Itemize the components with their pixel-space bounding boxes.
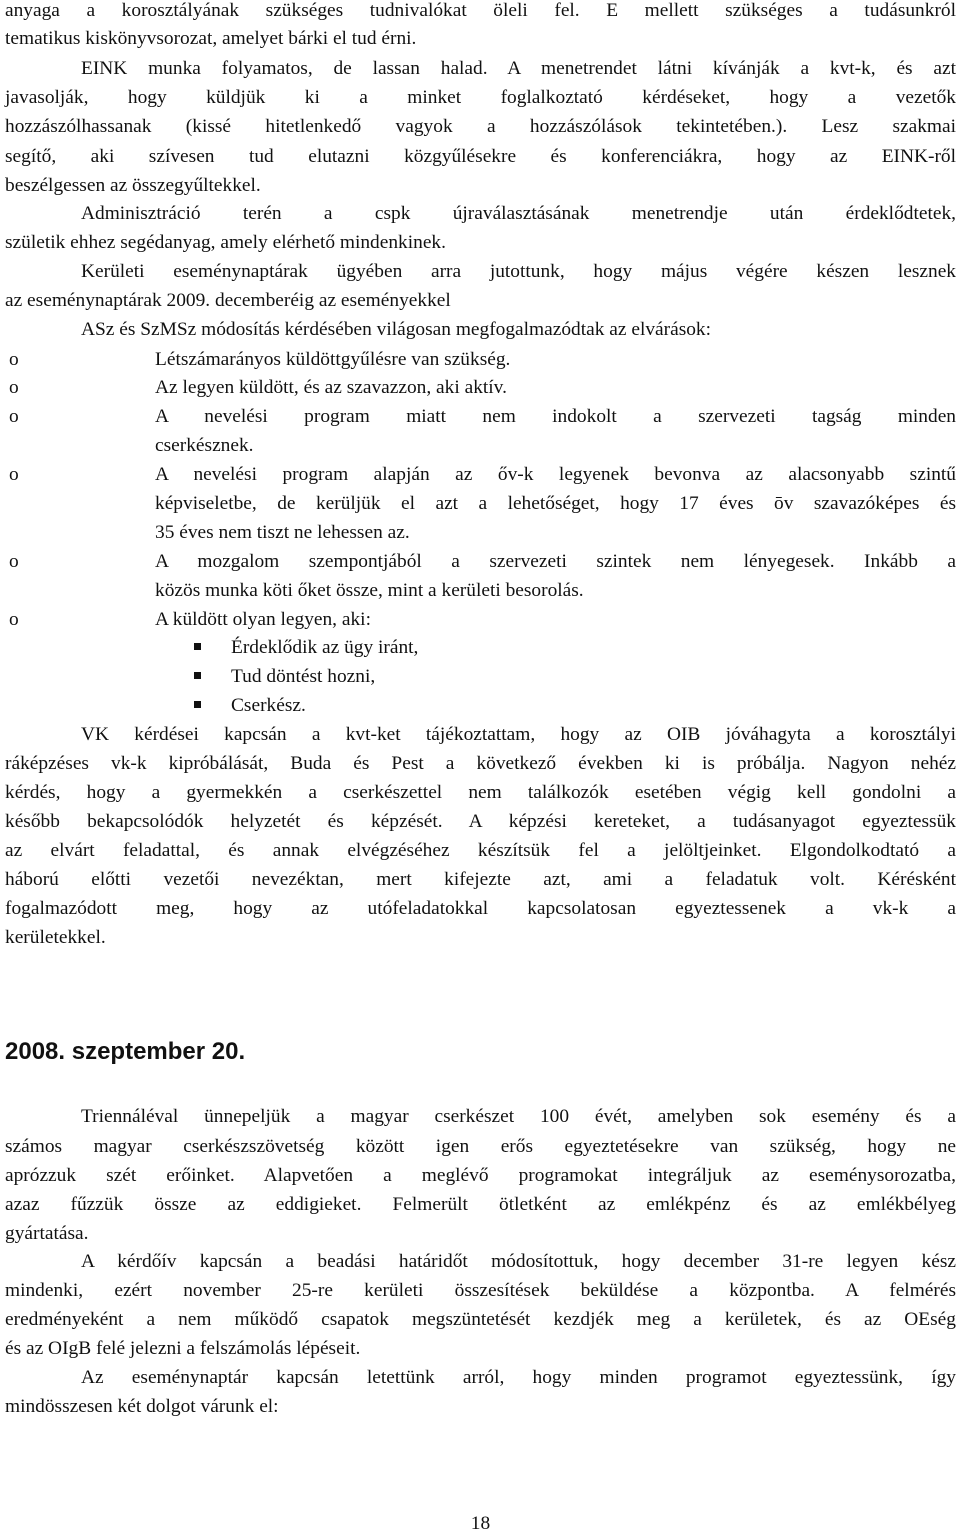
paragraph-line: Kerületi eseménynaptárak ügyében arra jutottunk, hogy május végére készen lesznek	[81, 261, 956, 282]
paragraph-line: segítő, aki szívesen tud elutazni közgyűlésekre és konferenciákra, hogy az EINK-ről	[5, 146, 956, 167]
list-marker: o	[9, 406, 19, 427]
paragraph-line: javasolják, hogy küldjük ki a minket foglalkoztató kérdéseket, hogy a vezetők	[5, 87, 956, 108]
list-item: A nevelési program miatt nem indokolt a szervezeti tagság minden	[155, 406, 956, 427]
section-heading: 2008. szeptember 20.	[5, 1038, 246, 1065]
list-item: A küldött olyan legyen, aki:	[155, 609, 371, 630]
paragraph-line: háború előtti vezetői nevezéktan, mert kifejezte azt, ami a feladatuk volt. Kérésként	[5, 869, 956, 890]
sub-list-item: Tud döntést hozni,	[231, 666, 376, 687]
square-bullet-icon	[194, 643, 201, 650]
paragraph-line: tematikus kiskönyvsorozat, amelyet bárki el tud érni.	[5, 28, 417, 49]
paragraph-line: hozzászólhassanak (kissé hitetlenkedő vagyok a hozzászólások tekintetében.). Lesz szakmai	[5, 116, 956, 137]
list-item: közös munka köti őket össze, mint a kerületi besorolás.	[155, 580, 584, 601]
list-marker: o	[9, 551, 19, 572]
list-item: cserkésznek.	[155, 435, 254, 456]
list-marker: o	[9, 377, 19, 398]
list-item: A nevelési program alapján az őv-k legyenek bevonva az alacsonyabb szintű	[155, 464, 956, 485]
sub-list-item: Cserkész.	[231, 695, 306, 716]
paragraph-line: A kérdőív kapcsán a beadási határidőt módosítottuk, hogy december 31-re legyen kész	[81, 1251, 956, 1272]
list-item: 35 éves nem tiszt ne lehessen az.	[155, 522, 410, 543]
paragraph-line: azaz fűzzük össze az eddigieket. Felmerült ötletként az emlékpénz és az emlékbélyeg	[5, 1194, 956, 1215]
paragraph-line: ráképzéses vk-k kipróbálását, Buda és Pest a következő években ki is próbálja. Nagyon nehéz	[5, 753, 956, 774]
paragraph-line: Az eseménynaptár kapcsán letettünk arról, hogy minden programot egyeztessünk, így	[81, 1367, 956, 1388]
list-item: A mozgalom szempontjából a szervezeti szintek nem lényegesek. Inkább a	[155, 551, 956, 572]
paragraph-line: kérdés, hogy a gyermekkén a cserkészettel nem találkozók esetében végig kell gondolni a	[5, 782, 956, 803]
paragraph-line: Triennáléval ünnepeljük a magyar cserkészet 100 évét, amelyben sok esemény és a	[81, 1106, 956, 1127]
document-page	[5, 0, 956, 1537]
paragraph-line: fogalmazódott meg, hogy az utófeladatokkal kapcsolatosan egyeztessenek a vk-k a	[5, 898, 956, 919]
paragraph-line: EINK munka folyamatos, de lassan halad. A menetrendet látni kívánják a kvt-k, és azt	[81, 58, 956, 79]
paragraph-line: aprózzuk szét erőinket. Alapvetően a meglévő programokat integráljuk az eseménysorozatba,	[5, 1165, 956, 1186]
paragraph-line: mindösszesen két dolgot várunk el:	[5, 1396, 279, 1417]
paragraph-line: mindenki, ezért november 25-re kerületi összesítések beküldése a központba. A felmérés	[5, 1280, 956, 1301]
paragraph-line: anyaga a korosztályának szükséges tudnivalókat öleli fel. E mellett szükséges a tudásunkról	[5, 0, 956, 21]
list-marker: o	[9, 349, 19, 370]
square-bullet-icon	[194, 672, 201, 679]
paragraph-line: kerületekkel.	[5, 927, 106, 948]
paragraph-line: eredményeként a nem működő csapatok megszüntetését kezdjék meg a kerületek, és az OEség	[5, 1309, 956, 1330]
paragraph-line: ASz és SzMSz módosítás kérdésében világosan megfogalmazódtak az elvárások:	[81, 319, 712, 340]
paragraph-line: VK kérdései kapcsán a kvt-ket tájékoztattam, hogy az OIB jóváhagyta a korosztályi	[81, 724, 956, 745]
paragraph-line: az elvárt feladattal, és annak elvégzéséhez készítsük fel a jelöltjeinket. Elgondolkodtató a	[5, 840, 956, 861]
list-item: képviseletbe, de kerüljük el azt a lehetőséget, hogy 17 éves ōv szavazóképes és	[155, 493, 956, 514]
paragraph-line: számos magyar cserkészszövetség között igen erős egyeztetésekre van szükség, hogy ne	[5, 1136, 956, 1157]
paragraph-line: születik ehhez segédanyag, amely elérhető mindenkinek.	[5, 232, 446, 253]
paragraph-line: gyártatása.	[5, 1223, 89, 1244]
paragraph-line: az eseménynaptárak 2009. decemberéig az eseményekkel	[5, 290, 451, 311]
page-number: 18	[470, 1513, 491, 1534]
list-item: Az legyen küldött, és az szavazzon, aki aktív.	[155, 377, 507, 398]
list-marker: o	[9, 609, 19, 630]
paragraph-line: Adminisztráció terén a cspk újraválasztásának menetrendje után érdeklődtetek,	[81, 203, 956, 224]
paragraph-line: és az OIgB felé jelezni a felszámolás lépéseit.	[5, 1338, 361, 1359]
square-bullet-icon	[194, 701, 201, 708]
list-item: Létszámarányos küldöttgyűlésre van szükség.	[155, 349, 511, 370]
paragraph-line: később bekapcsolódók helyzetét és képzését. A képzési kereteket, a tudásanyagot egyeztessük	[5, 811, 956, 832]
list-marker: o	[9, 464, 19, 485]
sub-list-item: Érdeklődik az ügy iránt,	[231, 637, 419, 658]
paragraph-line: beszélgessen az összegyűltekkel.	[5, 175, 261, 196]
